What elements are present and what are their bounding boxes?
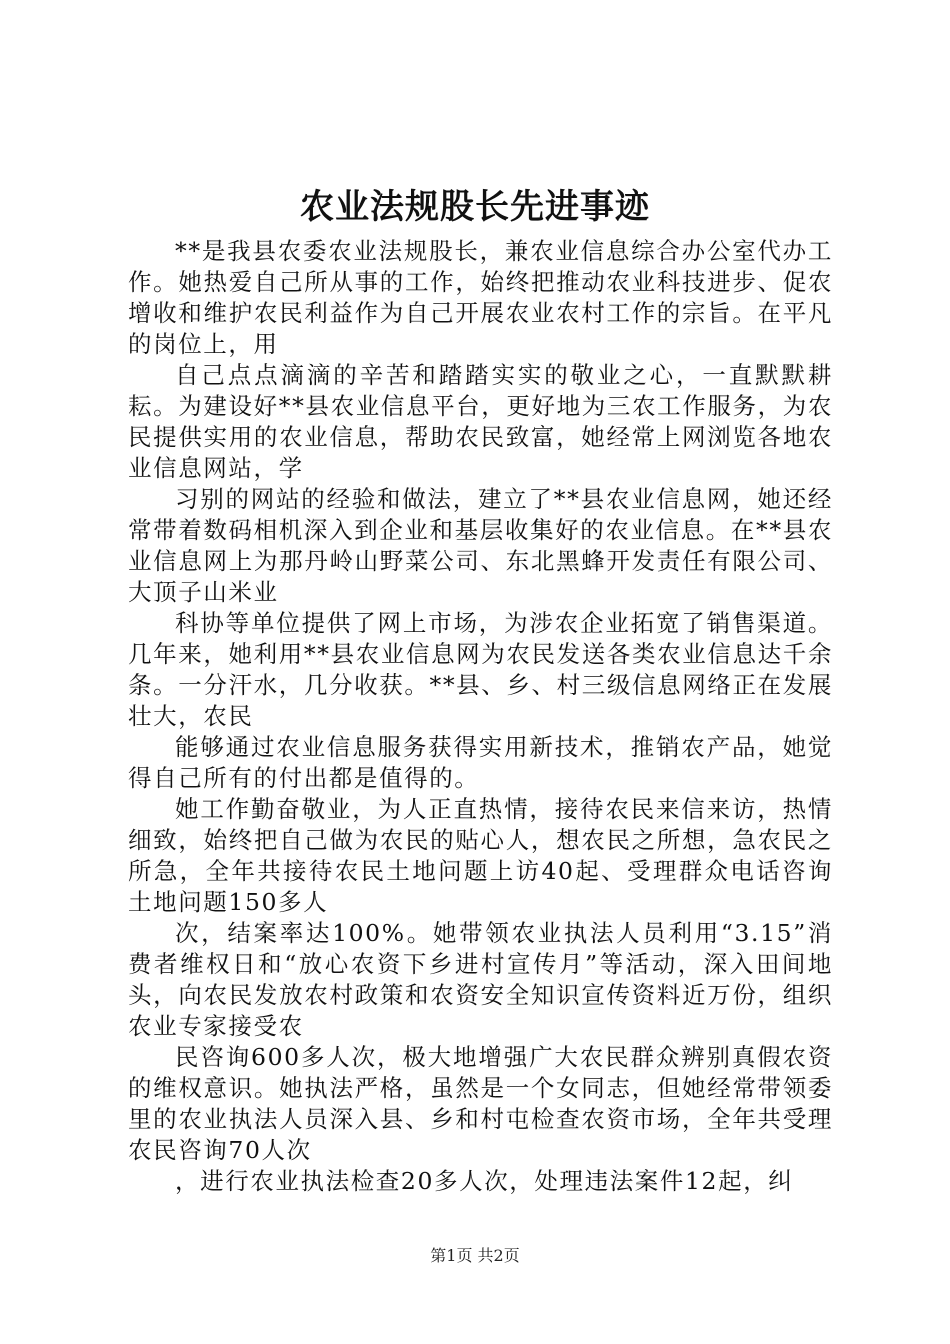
paragraph: 科协等单位提供了网上市场，为涉农企业拓宽了销售渠道。几年来，她利用**县农业信息网为农民发送各类农业信息达千余条。一分汗水，几分收获。**县、乡、村三级信息网络正在发展壮大，农民: [128, 609, 833, 730]
paragraph: 次，结案率达100%。她带领农业执法人员利用“3.15”消费者维权日和“放心农资下乡进村宣传月”等活动，深入田间地头，向农民发放农村政策和农资安全知识宣传资料近万份，组织农业专家接受农: [128, 919, 833, 1040]
page-footer: 第1页 共2页: [430, 1246, 520, 1265]
paragraph: 民咨询600多人次，极大地增强广大农民群众辨别真假农资的维权意识。她执法严格，虽然是一个女同志，但她经常带领委里的农业执法人员深入县、乡和村屯检查农资市场，全年共受理农民咨询70人次: [128, 1043, 833, 1164]
paragraph: 自己点点滴滴的辛苦和踏踏实实的敬业之心，一直默默耕耘。为建设好**县农业信息平台，更好地为三农工作服务，为农民提供实用的农业信息，帮助农民致富，她经常上网浏览各地农业信息网站，学: [128, 361, 833, 482]
document-title: 农业法规股长先进事迹: [300, 187, 650, 227]
paragraph: ，进行农业执法检查20多人次，处理违法案件12起，纠: [175, 1167, 794, 1195]
paragraph: 习别的网站的经验和做法，建立了**县农业信息网，她还经常带着数码相机深入到企业和基层收集好的农业信息。在**县农业信息网上为那丹岭山野菜公司、东北黑蜂开发责任有限公司、大顶子山米业: [128, 485, 833, 606]
document-body: [128, 236, 833, 1197]
paragraph: **是我县农委农业法规股长，兼农业信息综合办公室代办工作。她热爱自己所从事的工作，始终把推动农业科技进步、促农增收和维护农民利益作为自己开展农业农村工作的宗旨。在平凡的岗位上，用: [128, 237, 833, 358]
paragraph: 能够通过农业信息服务获得实用新技术，推销农产品，她觉得自己所有的付出都是值得的。: [128, 733, 833, 792]
paragraph: 她工作勤奋敬业，为人正直热情，接待农民来信来访，热情细致，始终把自己做为农民的贴心人，想农民之所想，急农民之所急，全年共接待农民土地问题上访40起、受理群众电话咨询土地问题150多人: [128, 795, 833, 916]
